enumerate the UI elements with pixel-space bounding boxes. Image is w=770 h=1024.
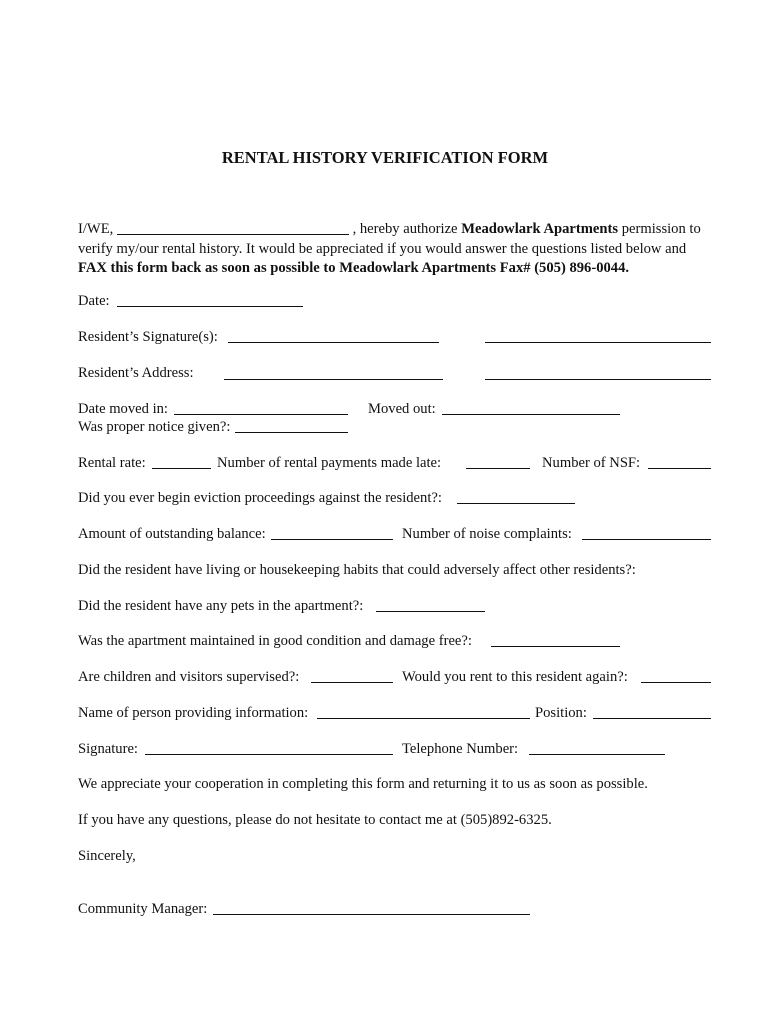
intro-company: Meadowlark Apartments <box>461 221 619 237</box>
proper-notice-label: Was proper notice given?: <box>78 419 231 435</box>
late-payments-label: Number of rental payments made late: <box>217 455 442 471</box>
telephone-label: Telephone Number: <box>402 741 519 757</box>
telephone-blank[interactable] <box>529 754 665 755</box>
residents-address-blank-1[interactable] <box>224 379 443 380</box>
name-blank[interactable] <box>117 234 349 235</box>
eviction-label: Did you ever begin eviction proceedings against the resident?: <box>78 490 442 506</box>
condition-blank[interactable] <box>491 646 620 647</box>
children-supervised-label: Are children and visitors supervised?: <box>78 669 300 685</box>
condition-label: Was the apartment maintained in good condition and damage free?: <box>78 633 472 649</box>
children-supervised-blank[interactable] <box>311 682 393 683</box>
person-name-label: Name of person providing information: <box>78 705 309 721</box>
date-moved-in-label: Date moved in: <box>78 401 168 417</box>
questions-text: If you have any questions, please do not hesitate to contact me at (505)892-6325. <box>78 812 552 828</box>
intro-permission: permission to <box>621 221 701 237</box>
signature-label: Signature: <box>78 741 138 757</box>
intro-authorize: , hereby authorize <box>352 221 458 237</box>
residents-address-label: Resident’s Address: <box>78 365 194 381</box>
person-name-blank[interactable] <box>317 718 530 719</box>
residents-signature-blank-1[interactable] <box>228 342 439 343</box>
intro-line-3: FAX this form back as soon as possible to Meadowlark Apartments Fax# (505) 896-0044. <box>78 260 630 276</box>
position-label: Position: <box>535 705 587 721</box>
position-blank[interactable] <box>593 718 711 719</box>
intro-iwe: I/WE, <box>78 221 114 237</box>
pets-label: Did the resident have any pets in the apartment?: <box>78 598 364 614</box>
date-label: Date: <box>78 293 110 309</box>
residents-address-blank-2[interactable] <box>485 379 711 380</box>
proper-notice-blank[interactable] <box>235 432 348 433</box>
residents-signature-label: Resident’s Signature(s): <box>78 329 218 345</box>
date-moved-in-blank[interactable] <box>174 414 348 415</box>
date-blank[interactable] <box>117 306 303 307</box>
noise-complaints-blank[interactable] <box>582 539 711 540</box>
living-habits-label: Did the resident have living or housekeeping habits that could adversely affect other residents?: <box>78 562 636 578</box>
outstanding-balance-label: Amount of outstanding balance: <box>78 526 266 542</box>
moved-out-blank[interactable] <box>442 414 620 415</box>
rental-rate-label: Rental rate: <box>78 455 146 471</box>
nsf-blank[interactable] <box>648 468 711 469</box>
signature-blank[interactable] <box>145 754 393 755</box>
intro-line-1 <box>78 220 718 240</box>
intro-line-2: verify my/our rental history. It would be appreciated if you would answer the questions listed below and <box>78 240 687 257</box>
outstanding-balance-blank[interactable] <box>271 539 393 540</box>
moved-out-label: Moved out: <box>368 401 436 417</box>
late-payments-blank[interactable] <box>466 468 530 469</box>
form-title: RENTAL HISTORY VERIFICATION FORM <box>221 148 549 167</box>
noise-complaints-label: Number of noise complaints: <box>402 526 572 542</box>
community-manager-label: Community Manager: <box>78 901 208 917</box>
rent-again-label: Would you rent to this resident again?: <box>402 669 628 685</box>
residents-signature-blank-2[interactable] <box>485 342 711 343</box>
sincerely-text: Sincerely, <box>78 848 136 864</box>
eviction-blank[interactable] <box>457 503 575 504</box>
rent-again-blank[interactable] <box>641 682 711 683</box>
nsf-label: Number of NSF: <box>542 455 641 471</box>
intro-paragraph <box>78 220 718 279</box>
community-manager-blank[interactable] <box>213 914 530 915</box>
pets-blank[interactable] <box>376 611 485 612</box>
rental-rate-blank[interactable] <box>152 468 211 469</box>
appreciation-text: We appreciate your cooperation in completing this form and returning it to us as soon as possible. <box>78 776 648 792</box>
